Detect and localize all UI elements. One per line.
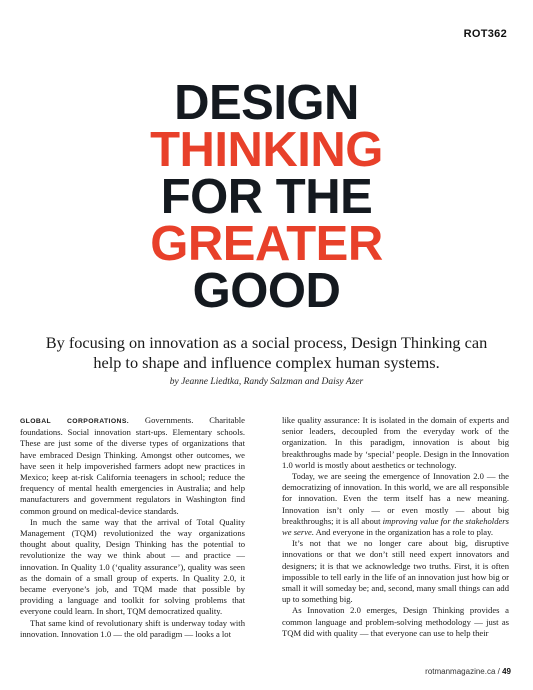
- body-paragraph: It’s not that we no longer care about big, disruptive innovations or that we don’t still need expert innovators and designers; it is that we acknowledge two truths. First, it is often impossible to tell early in the life of an innovation just how big or small it will someday be; and, second, many small things can add up to something big.: [282, 538, 509, 605]
- article-byline: by Jeanne Liedtka, Randy Salzman and Daisy Azer: [169, 377, 364, 387]
- body-paragraph: [282, 471, 509, 538]
- footer-site: rotmanmagazine.ca /: [425, 667, 503, 676]
- paragraph-text: Governments. Charitable foundations. Social innovation start-ups. Elementary schools. These are just some of the diverse types of organizations that have embraced Design Thinking. Amongst other outcomes, we have seen it help impoverished farmers adopt new practices in Mexico; keep at-risk California teenagers in school; reduce the frequency of mental health emergencies in Australia; and help manufacturers and government regulators in Washington find common ground on medical-device standards.: [20, 415, 245, 516]
- title-line-1: DESIGN: [174, 76, 359, 130]
- body-paragraph: like quality assurance: It is isolated in the domain of experts and senior leaders, decoupled from the everyday work of the organization. In this paradigm, innovation is about big breakthroughs made by ‘special’ people. Design in the Innovation 1.0 world is mostly about aesthetics or technology.: [282, 415, 509, 470]
- page-footer: [425, 667, 511, 676]
- article-title: [0, 76, 533, 318]
- body-paragraph: [20, 415, 245, 517]
- lead-in: GLOBAL CORPORATIONS.: [20, 418, 130, 425]
- title-line-4: GREATER: [150, 217, 383, 271]
- body-paragraph: As Innovation 2.0 emerges, Design Thinking provides a common language and problem-solving methodology — just as TQM did with quality — that everyone can use to help their: [282, 605, 509, 638]
- article-dek: By focusing on innovation as a social process, Design Thinking can help to shape and influence complex human systems.: [45, 333, 488, 372]
- body-paragraph: In much the same way that the arrival of Total Quality Management (TQM) revolutionized the way organizations thought about quality, Design Thinking has the potential to revolutionize the way we think about — and practice — innovation. In Quality 1.0 (‘quality assurance’), quality was seen as the domain of a small group of experts. In Quality 2.0, it became everyone’s job, and TQM made that possible by providing a language and toolkit for solving problems that everyone could learn. In short, TQM democratized quality.: [20, 516, 245, 617]
- paragraph-text: Today, we are seeing the emergence of Innovation 2.0 — the democratizing of innovation. In this world, we are all responsible for innovation. Even the term itself has a new meaning. Innovation isn’t only — or even mostly — about big breakthroughs; it is all about: [282, 471, 509, 526]
- article-code: ROT362: [463, 28, 507, 40]
- page-number: 49: [502, 667, 511, 676]
- paragraph-text: And everyone in the organization has a role to play.: [313, 527, 493, 538]
- body-column-left: [20, 415, 245, 640]
- body-column-right: [282, 415, 509, 639]
- title-line-2: THINKING: [150, 123, 383, 177]
- body-paragraph: That same kind of revolutionary shift is underway today with innovation. Innovation 1.0 — the old paradigm — looks a lot: [20, 617, 245, 639]
- title-line-3: FOR THE: [160, 170, 373, 224]
- title-line-5: GOOD: [192, 264, 341, 318]
- emphasis-text: improving value for the stakeholders we serve.: [282, 515, 509, 538]
